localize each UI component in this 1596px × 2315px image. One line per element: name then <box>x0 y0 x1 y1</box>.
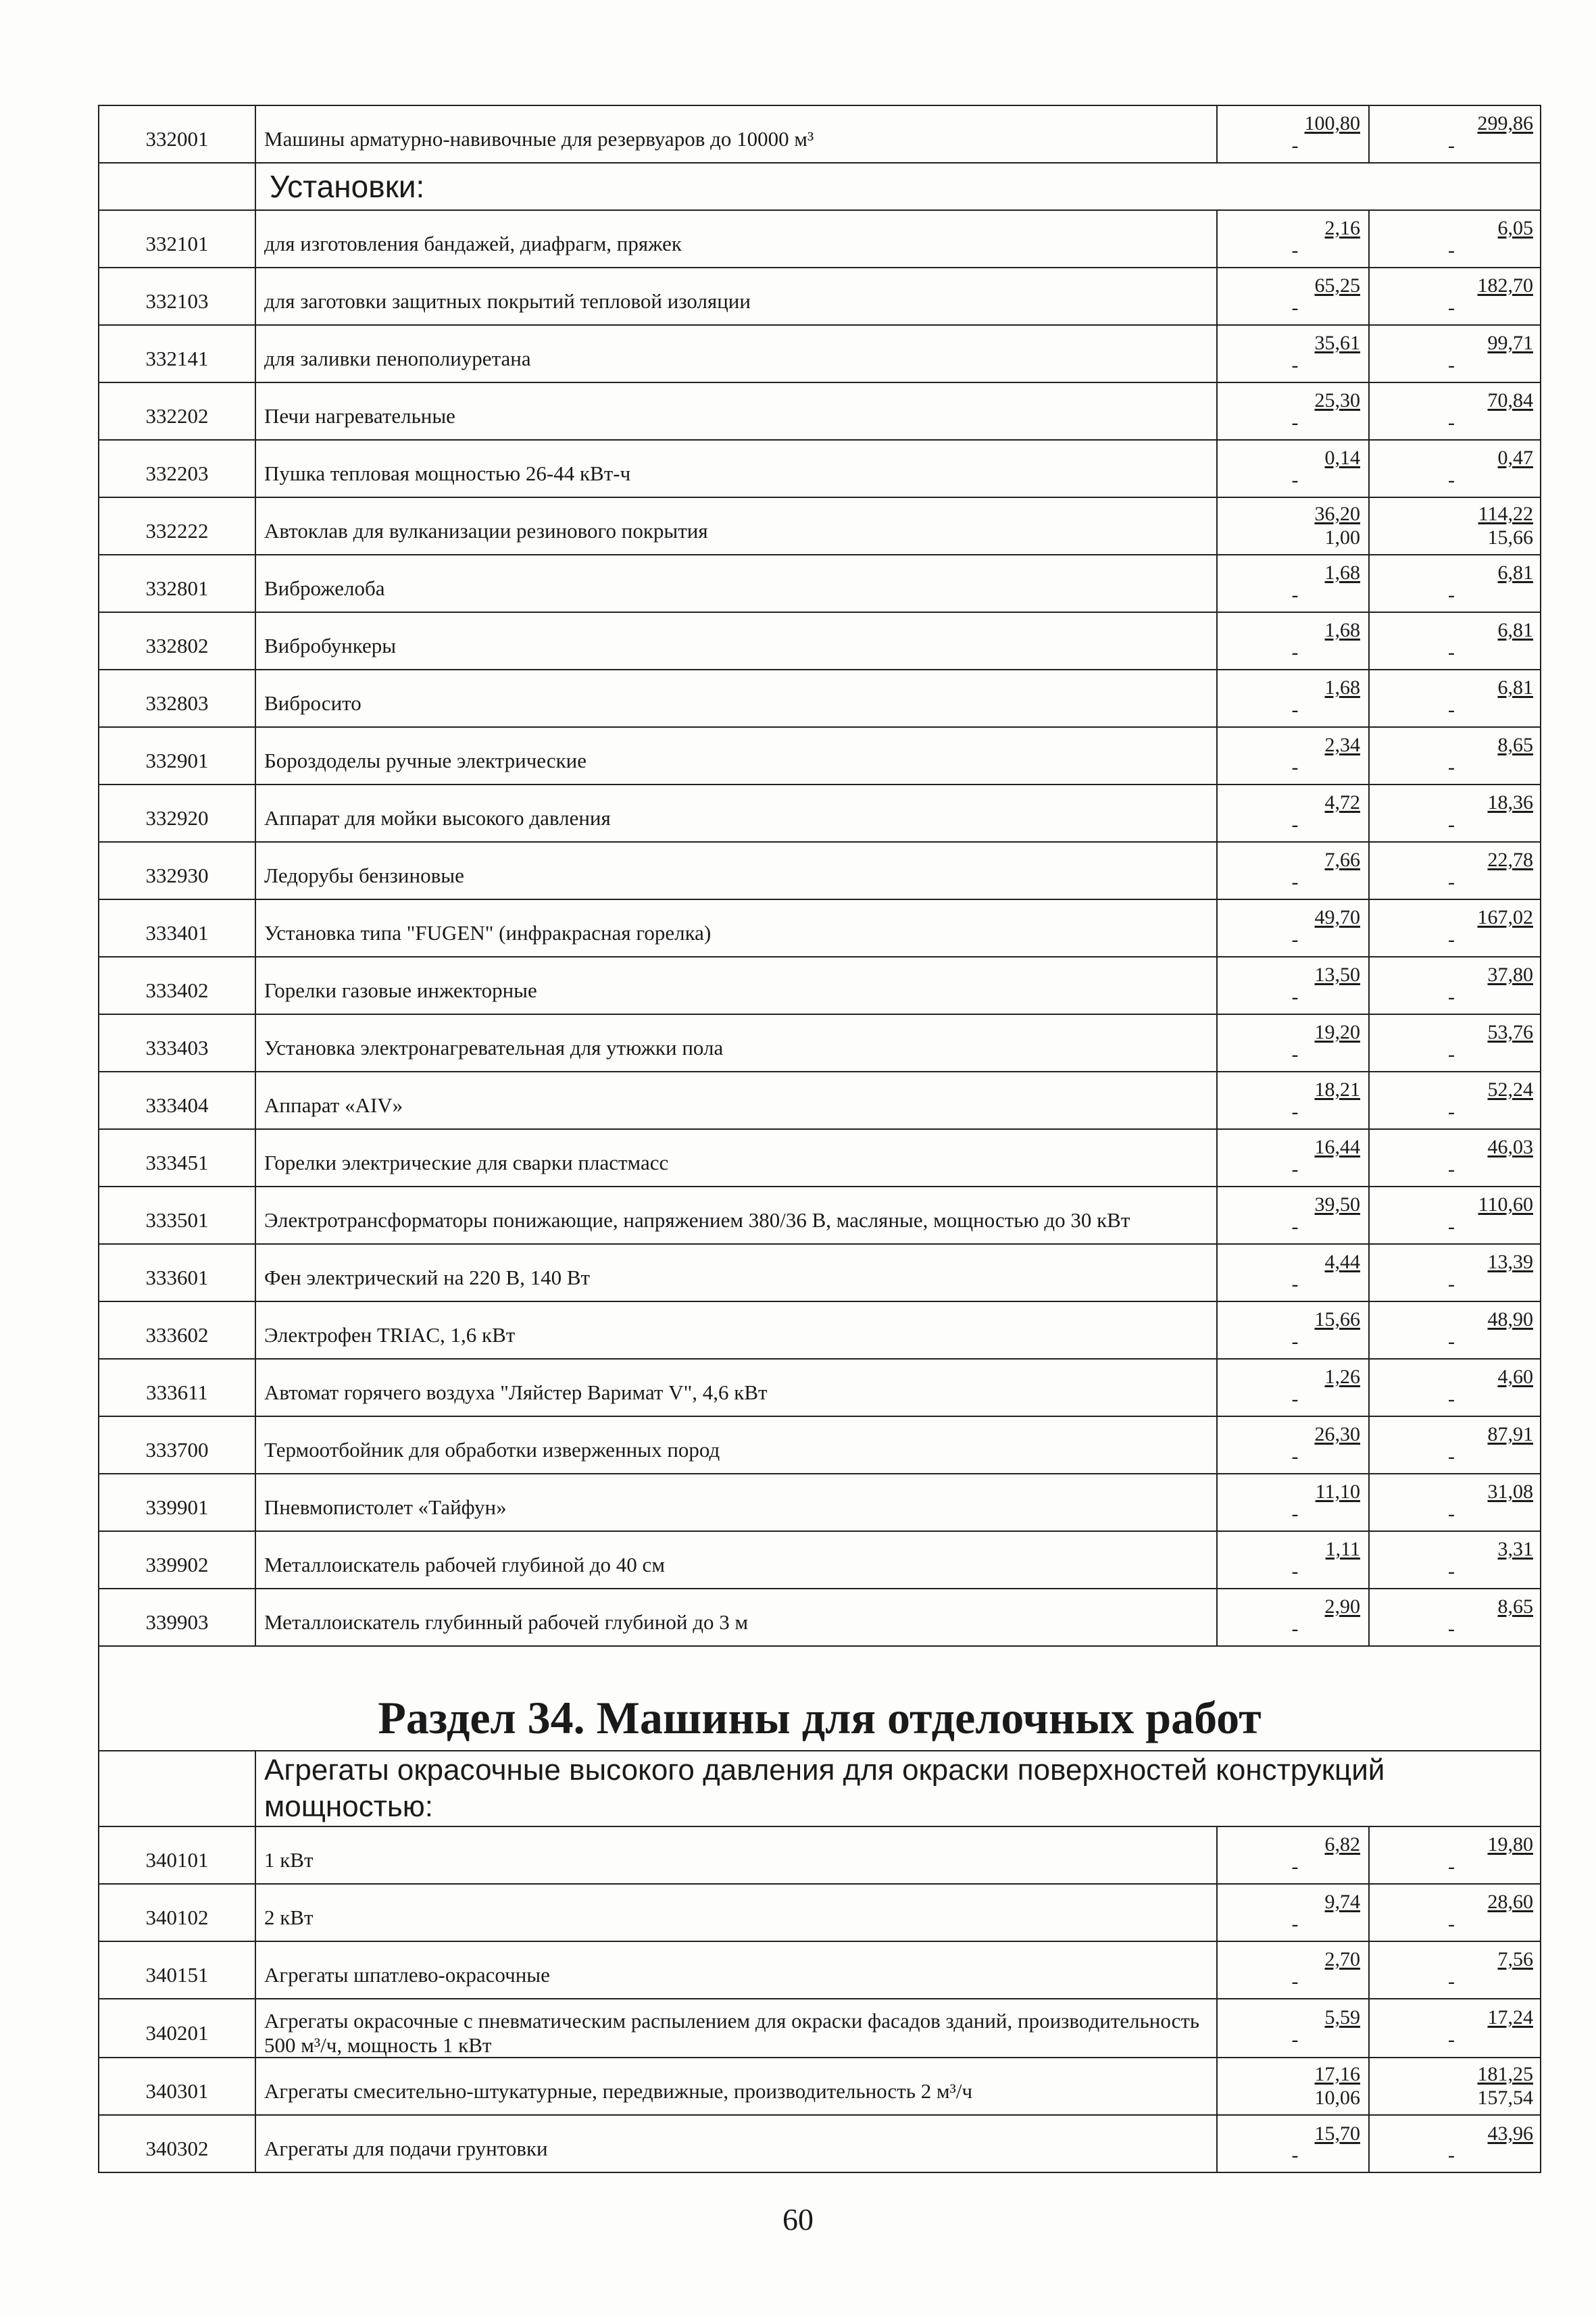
row-name: Аппарат «AIV» <box>255 1072 1217 1129</box>
table-row <box>99 1531 1541 1589</box>
row-name: Горелки электрические для сварки пластмасс <box>255 1129 1217 1187</box>
row-name: Автоклав для вулканизации резинового покрытия <box>255 497 1217 555</box>
table-row <box>99 105 1541 163</box>
page-number: 60 <box>782 2202 814 2237</box>
price-value-1: 25,30 <box>1314 389 1360 412</box>
table-row <box>99 1416 1541 1474</box>
price-value-2: 110,60 <box>1478 1193 1533 1216</box>
price-subvalue-1: - <box>1291 353 1299 376</box>
row-name: Аппарат для мойки высокого давления <box>255 785 1217 842</box>
row-code: 333601 <box>99 1244 255 1301</box>
row-code: 332222 <box>99 497 255 555</box>
price-subvalue-2: - <box>1448 985 1455 1008</box>
price-cell-2 <box>1369 1244 1541 1301</box>
price-cell-2 <box>1369 382 1541 440</box>
price-subvalue-1: - <box>1291 1912 1299 1935</box>
price-subvalue-2: - <box>1448 1502 1455 1525</box>
price-value-1: 1,26 <box>1324 1366 1360 1389</box>
price-subvalue-1: - <box>1291 1970 1299 1993</box>
price-cell-1 <box>1217 727 1369 785</box>
group-title-ustanovki: Установки: <box>255 163 1541 210</box>
row-name: Бороздоделы ручные электрические <box>255 727 1217 785</box>
price-cell-1 <box>1217 1941 1369 1999</box>
price-value-2: 6,05 <box>1497 217 1533 240</box>
price-cell-2 <box>1369 1072 1541 1129</box>
row-code: 333611 <box>99 1359 255 1416</box>
price-cell-1 <box>1217 105 1369 163</box>
price-cell-1 <box>1217 2058 1369 2115</box>
row-code: 340102 <box>99 1884 255 1941</box>
price-cell-2 <box>1369 1416 1541 1474</box>
price-cell-1 <box>1217 440 1369 497</box>
price-value-1: 17,16 <box>1314 2063 1360 2086</box>
row-code: 332901 <box>99 727 255 785</box>
price-cell-2 <box>1369 1014 1541 1072</box>
price-value-1: 16,44 <box>1314 1136 1360 1159</box>
table-row <box>99 899 1541 957</box>
price-value-2: 43,96 <box>1487 2122 1533 2145</box>
row-code: 339903 <box>99 1589 255 1646</box>
table-row <box>99 1826 1541 1884</box>
row-code: 340151 <box>99 1941 255 1999</box>
table-row <box>99 1244 1541 1301</box>
price-value-1: 65,25 <box>1314 274 1360 297</box>
price-cell-2 <box>1369 957 1541 1014</box>
price-value-2: 53,76 <box>1487 1021 1533 1044</box>
price-cell-1 <box>1217 1359 1369 1416</box>
price-subvalue-2: - <box>1448 1330 1455 1353</box>
table-row <box>99 2058 1541 2115</box>
row-code: 339902 <box>99 1531 255 1589</box>
price-cell-2 <box>1369 842 1541 899</box>
price-table-sheet <box>98 105 1533 2173</box>
row-code: 340301 <box>99 2058 255 2115</box>
price-subvalue-1: - <box>1291 870 1299 893</box>
price-value-1: 49,70 <box>1314 906 1360 929</box>
row-code: 332802 <box>99 612 255 670</box>
price-value-2: 99,71 <box>1487 332 1533 355</box>
price-cell-2 <box>1369 440 1541 497</box>
price-cell-2 <box>1369 105 1541 163</box>
table-row <box>99 1941 1541 1999</box>
row-name: Агрегаты шпатлево-окрасочные <box>255 1941 1217 1999</box>
row-name: Пушка тепловая мощностью 26-44 кВт-ч <box>255 440 1217 497</box>
price-subvalue-2: - <box>1448 698 1455 721</box>
table-row <box>99 325 1541 382</box>
row-code: 333602 <box>99 1301 255 1359</box>
price-value-1: 35,61 <box>1314 332 1360 355</box>
group-title-agregaty: Агрегаты окрасочные высокого давления для окраски поверхностей конструкций мощностью: <box>255 1751 1541 1826</box>
price-subvalue-1: - <box>1291 1215 1299 1238</box>
price-subvalue-2: - <box>1448 411 1455 434</box>
price-subvalue-1: - <box>1291 134 1299 157</box>
table-row <box>99 612 1541 670</box>
price-cell-1 <box>1217 1589 1369 1646</box>
price-subvalue-1: - <box>1291 1617 1299 1640</box>
price-cell-2 <box>1369 727 1541 785</box>
price-subvalue-2: 157,54 <box>1477 2086 1533 2109</box>
price-value-1: 0,14 <box>1324 447 1360 470</box>
row-code: 340302 <box>99 2115 255 2172</box>
price-subvalue-2: - <box>1448 1560 1455 1583</box>
row-name: Металлоискатель глубинный рабочей глубиной до 3 м <box>255 1589 1217 1646</box>
price-value-1: 36,20 <box>1314 503 1360 525</box>
price-subvalue-2: - <box>1448 134 1455 157</box>
price-subvalue-2: - <box>1448 755 1455 778</box>
row-name: для заготовки защитных покрытий тепловой изоляции <box>255 268 1217 325</box>
price-value-1: 11,10 <box>1315 1480 1360 1503</box>
row-name: Ледорубы бензиновые <box>255 842 1217 899</box>
price-cell-1 <box>1217 497 1369 555</box>
price-cell-1 <box>1217 842 1369 899</box>
price-subvalue-2: - <box>1448 1215 1455 1238</box>
price-cell-1 <box>1217 325 1369 382</box>
price-subvalue-1: - <box>1291 411 1299 434</box>
price-cell-1 <box>1217 382 1369 440</box>
row-name: 2 кВт <box>255 1884 1217 1941</box>
price-subvalue-1: - <box>1291 1330 1299 1353</box>
price-cell-2 <box>1369 1359 1541 1416</box>
price-subvalue-1: - <box>1291 239 1299 262</box>
row-code: 333403 <box>99 1014 255 1072</box>
row-code: 333404 <box>99 1072 255 1129</box>
table-row <box>99 842 1541 899</box>
price-value-1: 18,21 <box>1314 1078 1360 1101</box>
price-cell-2 <box>1369 1187 1541 1244</box>
price-value-1: 7,66 <box>1324 849 1360 872</box>
row-code: 333700 <box>99 1416 255 1474</box>
row-code: 332101 <box>99 210 255 268</box>
price-subvalue-1: 1,00 <box>1324 526 1360 549</box>
row-code: 332930 <box>99 842 255 899</box>
price-cell-1 <box>1217 957 1369 1014</box>
price-cell-2 <box>1369 2115 1541 2172</box>
table-row <box>99 268 1541 325</box>
price-subvalue-1: - <box>1291 1272 1299 1295</box>
price-cell-1 <box>1217 1014 1369 1072</box>
row-name: Автомат горячего воздуха "Ляйстер Варимат V", 4,6 кВт <box>255 1359 1217 1416</box>
price-value-1: 1,68 <box>1324 562 1360 584</box>
price-value-1: 1,68 <box>1324 676 1360 699</box>
price-subvalue-1: - <box>1291 468 1299 491</box>
price-cell-1 <box>1217 1129 1369 1187</box>
price-cell-2 <box>1369 785 1541 842</box>
price-value-2: 37,80 <box>1487 964 1533 987</box>
table-row <box>99 382 1541 440</box>
table-row <box>99 785 1541 842</box>
table-row <box>99 727 1541 785</box>
price-subvalue-2: - <box>1448 239 1455 262</box>
price-subvalue-2: - <box>1448 2144 1455 2167</box>
price-cell-2 <box>1369 2058 1541 2115</box>
price-value-2: 182,70 <box>1477 274 1533 297</box>
row-name: Электрофен TRIAC, 1,6 кВт <box>255 1301 1217 1359</box>
price-cell-2 <box>1369 555 1541 612</box>
table-row <box>99 1589 1541 1646</box>
price-cell-2 <box>1369 1474 1541 1531</box>
price-value-2: 181,25 <box>1477 2063 1533 2086</box>
price-cell-1 <box>1217 670 1369 727</box>
price-cell-2 <box>1369 268 1541 325</box>
table-row <box>99 210 1541 268</box>
price-subvalue-2: - <box>1448 1617 1455 1640</box>
price-cell-1 <box>1217 612 1369 670</box>
price-cell-2 <box>1369 210 1541 268</box>
price-subvalue-2: - <box>1448 583 1455 606</box>
price-value-2: 13,39 <box>1487 1251 1533 1274</box>
price-value-1: 2,70 <box>1324 1948 1360 1971</box>
price-cell-1 <box>1217 1416 1369 1474</box>
price-value-2: 46,03 <box>1487 1136 1533 1159</box>
price-subvalue-2: - <box>1448 1158 1455 1180</box>
table-row <box>99 1359 1541 1416</box>
row-code: 332001 <box>99 105 255 163</box>
price-cell-1 <box>1217 268 1369 325</box>
row-name: для заливки пенополиуретана <box>255 325 1217 382</box>
price-subvalue-1: - <box>1291 2144 1299 2167</box>
price-value-1: 13,50 <box>1314 964 1360 987</box>
row-name: Термоотбойник для обработки изверженных пород <box>255 1416 1217 1474</box>
price-subvalue-2: - <box>1448 928 1455 951</box>
price-subvalue-2: - <box>1448 1912 1455 1935</box>
price-subvalue-2: - <box>1448 641 1455 664</box>
price-cell-1 <box>1217 555 1369 612</box>
row-name: Пневмопистолет «Тайфун» <box>255 1474 1217 1531</box>
price-subvalue-2: - <box>1448 813 1455 836</box>
price-subvalue-2: - <box>1448 1445 1455 1468</box>
table-row <box>99 1301 1541 1359</box>
price-cell-2 <box>1369 1941 1541 1999</box>
price-cell-1 <box>1217 1187 1369 1244</box>
price-value-1: 26,30 <box>1314 1423 1360 1446</box>
price-cell-2 <box>1369 325 1541 382</box>
row-name: для изготовления бандажей, диафрагм, пряжек <box>255 210 1217 268</box>
row-code: 332141 <box>99 325 255 382</box>
table-row <box>99 1884 1541 1941</box>
machine-price-table <box>98 105 1541 2173</box>
price-value-2: 31,08 <box>1487 1480 1533 1503</box>
price-subvalue-2: - <box>1448 468 1455 491</box>
table-row <box>99 1474 1541 1531</box>
table-row <box>99 670 1541 727</box>
price-cell-2 <box>1369 1826 1541 1884</box>
price-value-1: 19,20 <box>1314 1021 1360 1044</box>
price-cell-1 <box>1217 785 1369 842</box>
price-cell-1 <box>1217 1244 1369 1301</box>
price-value-2: 114,22 <box>1478 503 1533 525</box>
price-subvalue-1: - <box>1291 1387 1299 1410</box>
table-row <box>99 2115 1541 2172</box>
price-value-1: 2,90 <box>1324 1595 1360 1618</box>
price-value-2: 6,81 <box>1497 562 1533 584</box>
price-value-1: 4,72 <box>1324 791 1360 814</box>
price-value-1: 2,16 <box>1324 217 1360 240</box>
price-value-2: 6,81 <box>1497 619 1533 642</box>
price-cell-2 <box>1369 1301 1541 1359</box>
table-row <box>99 1072 1541 1129</box>
row-code: 340201 <box>99 1999 255 2058</box>
price-subvalue-1: - <box>1291 296 1299 319</box>
row-name: Вибросито <box>255 670 1217 727</box>
price-value-1: 39,50 <box>1314 1193 1360 1216</box>
row-code: 333401 <box>99 899 255 957</box>
group-row <box>99 163 1541 210</box>
price-cell-2 <box>1369 670 1541 727</box>
price-value-2: 8,65 <box>1497 1595 1533 1618</box>
table-row <box>99 440 1541 497</box>
price-cell-2 <box>1369 1884 1541 1941</box>
price-value-1: 5,59 <box>1324 2006 1360 2029</box>
price-subvalue-1: - <box>1291 1445 1299 1468</box>
price-subvalue-1: - <box>1291 813 1299 836</box>
price-subvalue-2: - <box>1448 870 1455 893</box>
table-row <box>99 1999 1541 2058</box>
price-cell-2 <box>1369 1999 1541 2058</box>
table-row <box>99 1187 1541 1244</box>
row-code: 333501 <box>99 1187 255 1244</box>
price-subvalue-2: - <box>1448 1043 1455 1066</box>
price-cell-1 <box>1217 1072 1369 1129</box>
price-cell-1 <box>1217 1999 1369 2058</box>
row-name: Металлоискатель рабочей глубиной до 40 см <box>255 1531 1217 1589</box>
price-value-1: 100,80 <box>1304 112 1360 135</box>
price-subvalue-1: - <box>1291 1855 1299 1878</box>
row-name: Агрегаты смесительно-штукатурные, передвижные, производительность 2 м³/ч <box>255 2058 1217 2115</box>
row-code: 332801 <box>99 555 255 612</box>
price-subvalue-1: - <box>1291 985 1299 1008</box>
row-code: 332803 <box>99 670 255 727</box>
price-subvalue-1: - <box>1291 1100 1299 1123</box>
price-subvalue-1: - <box>1291 1158 1299 1180</box>
row-code: 339901 <box>99 1474 255 1531</box>
price-subvalue-1: - <box>1291 1502 1299 1525</box>
price-cell-1 <box>1217 899 1369 957</box>
price-cell-2 <box>1369 1589 1541 1646</box>
table-row <box>99 497 1541 555</box>
price-subvalue-2: 15,66 <box>1487 526 1533 549</box>
row-code: 340101 <box>99 1826 255 1884</box>
row-name: 1 кВт <box>255 1826 1217 1884</box>
row-name: Установка типа "FUGEN" (инфракрасная горелка) <box>255 899 1217 957</box>
price-cell-1 <box>1217 1826 1369 1884</box>
price-value-2: 17,24 <box>1487 2006 1533 2029</box>
price-value-2: 167,02 <box>1477 906 1533 929</box>
price-value-2: 7,56 <box>1497 1948 1533 1971</box>
table-row <box>99 1129 1541 1187</box>
group-row <box>99 1751 1541 1826</box>
price-value-2: 28,60 <box>1487 1891 1533 1914</box>
price-value-1: 9,74 <box>1324 1891 1360 1914</box>
row-name: Установка электронагревательная для утюжки пола <box>255 1014 1217 1072</box>
price-value-1: 1,11 <box>1325 1538 1360 1561</box>
price-subvalue-1: - <box>1291 641 1299 664</box>
price-value-1: 15,70 <box>1314 2122 1360 2145</box>
row-code: 333402 <box>99 957 255 1014</box>
row-name: Электротрансформаторы понижающие, напряжением 380/36 В, масляные, мощностью до 30 кВт <box>255 1187 1217 1244</box>
price-subvalue-1: - <box>1291 1560 1299 1583</box>
row-code: 332920 <box>99 785 255 842</box>
price-subvalue-2: - <box>1448 1970 1455 1993</box>
price-cell-2 <box>1369 497 1541 555</box>
row-name: Вибробункеры <box>255 612 1217 670</box>
price-subvalue-1: - <box>1291 755 1299 778</box>
price-subvalue-2: - <box>1448 1855 1455 1878</box>
price-cell-1 <box>1217 2115 1369 2172</box>
row-code: 332103 <box>99 268 255 325</box>
price-value-2: 18,36 <box>1487 791 1533 814</box>
price-cell-2 <box>1369 1129 1541 1187</box>
table-row <box>99 957 1541 1014</box>
price-value-2: 0,47 <box>1497 447 1533 470</box>
price-cell-2 <box>1369 899 1541 957</box>
price-value-2: 52,24 <box>1487 1078 1533 1101</box>
price-value-2: 4,60 <box>1497 1366 1533 1389</box>
price-cell-1 <box>1217 1301 1369 1359</box>
price-subvalue-1: - <box>1291 1043 1299 1066</box>
table-body <box>99 105 1541 2172</box>
price-subvalue-2: - <box>1448 1387 1455 1410</box>
price-cell-2 <box>1369 612 1541 670</box>
row-name: Виброжелоба <box>255 555 1217 612</box>
price-subvalue-2: - <box>1448 1100 1455 1123</box>
row-name: Фен электрический на 220 В, 140 Вт <box>255 1244 1217 1301</box>
row-name: Горелки газовые инжекторные <box>255 957 1217 1014</box>
row-name: Агрегаты окрасочные с пневматическим распылением для окраски фасадов зданий, производительность 500 м³/ч, мощность 1 кВт <box>255 1999 1217 2058</box>
price-value-2: 70,84 <box>1487 389 1533 412</box>
price-value-2: 22,78 <box>1487 849 1533 872</box>
row-name: Машины арматурно-навивочные для резервуаров до 10000 м³ <box>255 105 1217 163</box>
price-subvalue-1: - <box>1291 698 1299 721</box>
table-row <box>99 1014 1541 1072</box>
row-name: Агрегаты для подачи грунтовки <box>255 2115 1217 2172</box>
price-subvalue-2: - <box>1448 353 1455 376</box>
price-subvalue-1: - <box>1291 928 1299 951</box>
table-row <box>99 555 1541 612</box>
price-value-2: 48,90 <box>1487 1308 1533 1331</box>
price-subvalue-1: 10,06 <box>1314 2086 1360 2109</box>
section-title: Раздел 34. Машины для отделочных работ <box>378 1692 1262 1743</box>
price-value-2: 8,65 <box>1497 734 1533 757</box>
price-cell-1 <box>1217 1531 1369 1589</box>
price-subvalue-1: - <box>1291 583 1299 606</box>
price-value-1: 15,66 <box>1314 1308 1360 1331</box>
price-cell-2 <box>1369 1531 1541 1589</box>
section-row <box>99 1646 1541 1751</box>
price-subvalue-2: - <box>1448 296 1455 319</box>
price-subvalue-2: - <box>1448 2028 1455 2051</box>
row-code: 332203 <box>99 440 255 497</box>
row-code: 333451 <box>99 1129 255 1187</box>
price-subvalue-1: - <box>1291 2028 1299 2051</box>
price-value-2: 19,80 <box>1487 1833 1533 1856</box>
row-name: Печи нагревательные <box>255 382 1217 440</box>
price-value-1: 4,44 <box>1324 1251 1360 1274</box>
price-value-2: 3,31 <box>1497 1538 1533 1561</box>
price-value-1: 1,68 <box>1324 619 1360 642</box>
price-value-1: 6,82 <box>1324 1833 1360 1856</box>
price-subvalue-2: - <box>1448 1272 1455 1295</box>
price-value-2: 6,81 <box>1497 676 1533 699</box>
row-code: 332202 <box>99 382 255 440</box>
price-value-1: 2,34 <box>1324 734 1360 757</box>
price-cell-1 <box>1217 1474 1369 1531</box>
price-value-2: 87,91 <box>1487 1423 1533 1446</box>
price-value-2: 299,86 <box>1477 112 1533 135</box>
price-cell-1 <box>1217 210 1369 268</box>
price-cell-1 <box>1217 1884 1369 1941</box>
